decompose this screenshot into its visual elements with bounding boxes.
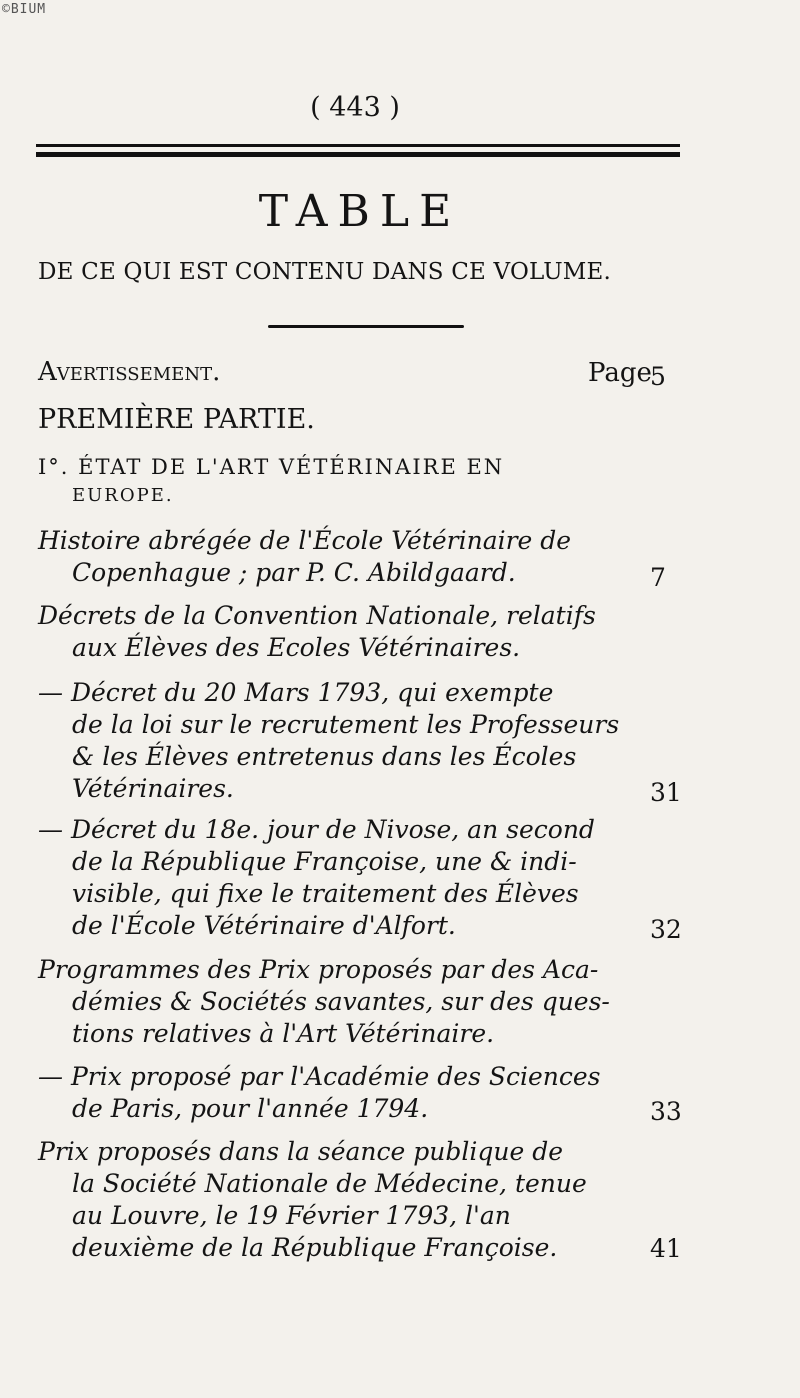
page-title: TABLE [258, 186, 462, 237]
section-heading: PREMIÈRE PARTIE. [38, 404, 315, 435]
toc-entry [38, 600, 598, 664]
toc-line: visible, qui fixe le traitement des Élèves [72, 879, 579, 908]
toc-line: de la loi sur le recrutement les Professeurs [72, 710, 620, 739]
toc-line: — Décret du 18e. jour de Nivose, an second [38, 815, 595, 844]
toc-entry [38, 954, 610, 1050]
toc-page: 41 [650, 1234, 682, 1263]
toc-line: Copenhague ; par P. C. Abildgaard. [72, 558, 516, 587]
toc-line: Vétérinaires. [72, 774, 234, 803]
avertissement-label: Avertissement. [38, 357, 221, 387]
header-rule [36, 144, 680, 157]
toc-line: Prix proposés dans la séance publique de [38, 1137, 564, 1166]
toc-entry [38, 451, 598, 509]
toc-entry [38, 1061, 601, 1125]
toc-line: de Paris, pour l'année 1794. [72, 1094, 429, 1123]
toc-entry [38, 525, 598, 589]
toc-line: de la République Françoise, une & indi- [72, 847, 577, 876]
toc-line: Histoire abrégée de l'École Vétérinaire de [38, 526, 572, 555]
toc-line: Programmes des Prix proposés par des Aca- [38, 955, 599, 984]
toc-line: démies & Sociétés savantes, sur des ques- [72, 987, 610, 1016]
toc-page: 31 [650, 778, 682, 807]
toc-entry [38, 814, 598, 942]
toc-line: — Prix proposé par l'Académie des Sciences [38, 1062, 601, 1091]
toc-entry [38, 1136, 598, 1264]
toc-page: 7 [650, 563, 666, 592]
toc-page: 32 [650, 915, 682, 944]
toc-line: Décrets de la Convention Nationale, relatifs [38, 601, 596, 630]
toc-line: tions relatives à l'Art Vétérinaire. [72, 1019, 495, 1048]
toc-entry-avertissement [38, 356, 598, 388]
toc-line: EUROPE. [72, 485, 174, 506]
toc-line: I°. ÉTAT DE L'ART VÉTÉRINAIRE EN [38, 455, 505, 479]
toc-entry [38, 677, 620, 805]
toc-line: deuxième de la République Françoise. [72, 1233, 558, 1262]
page-subtitle: DE CE QUI EST CONTENU DANS CE VOLUME. [38, 259, 612, 285]
toc-line: — Décret du 20 Mars 1793, qui exempte [38, 678, 554, 707]
watermark: ©BIUM [2, 2, 47, 17]
toc-line: & les Élèves entretenus dans les Écoles [72, 742, 577, 771]
toc-page: 33 [650, 1097, 682, 1126]
toc-line: au Louvre, le 19 Février 1793, l'an [72, 1201, 511, 1230]
toc-page-avertissement: 5 [650, 362, 666, 391]
divider-rule [268, 325, 464, 328]
page-number: ( 443 ) [310, 92, 400, 123]
toc-line: aux Élèves des Ecoles Vétérinaires. [72, 633, 521, 662]
page-label: Page [588, 358, 652, 388]
toc-line: de l'École Vétérinaire d'Alfort. [72, 911, 456, 940]
toc-line: la Société Nationale de Médecine, tenue [72, 1169, 587, 1198]
